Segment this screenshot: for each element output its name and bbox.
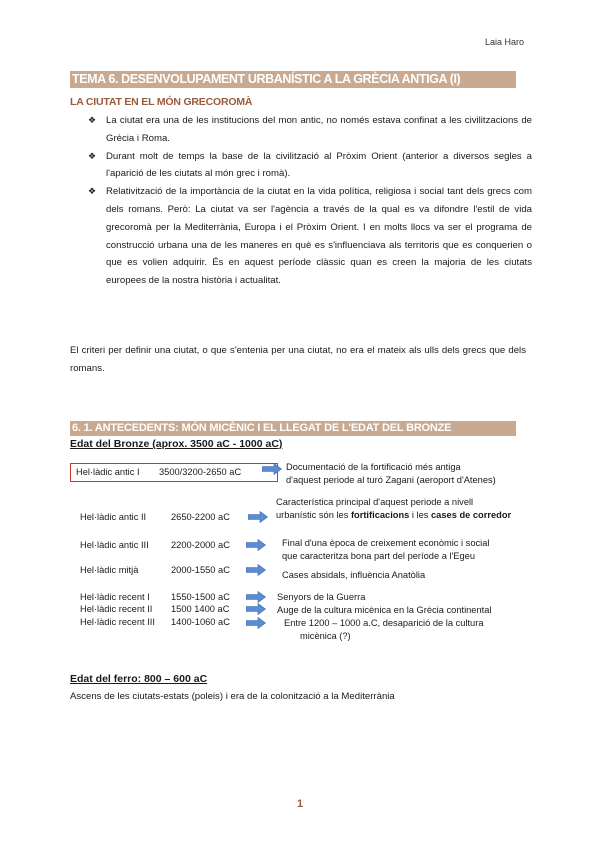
description-bold: fortificacions xyxy=(350,510,410,520)
period-dates: 3500/3200-2650 aC xyxy=(159,467,242,477)
period-dates: 1500 1400 aC xyxy=(171,604,230,614)
right-arrow-icon xyxy=(262,463,282,475)
description-text: urbanístic són les xyxy=(276,510,351,520)
right-arrow-icon xyxy=(246,539,266,551)
period-description xyxy=(282,537,489,563)
period-dates: 1400-1060 aC xyxy=(171,617,230,627)
period-dates: 2200-2000 aC xyxy=(171,540,230,550)
page-number: 1 xyxy=(296,798,304,810)
description-line: Senyors de la Guerra xyxy=(277,592,366,602)
period-description xyxy=(277,604,491,617)
description-bold: cases de corredor xyxy=(431,510,512,520)
period-label: Hel·làdic recent III xyxy=(80,617,155,627)
description-line: Documentació de la fortificació més antiga xyxy=(286,462,461,472)
iron-age-heading: Edat del ferro: 800 – 600 aC xyxy=(70,673,208,685)
period-description xyxy=(277,591,365,604)
diamond-bullet-icon: ❖ xyxy=(88,150,97,161)
period-description xyxy=(284,617,484,643)
right-arrow-icon xyxy=(246,564,266,576)
right-arrow-icon xyxy=(246,617,266,629)
period-description xyxy=(286,461,496,487)
period-label: Hel·làdic antic II xyxy=(80,512,147,522)
description-line: d'aquest periode al turó Zagani (aeroport d'Atenes) xyxy=(286,475,496,485)
bullet-list xyxy=(88,112,532,290)
period-description xyxy=(282,569,425,582)
list-item xyxy=(88,112,532,148)
period-description xyxy=(276,496,511,522)
right-arrow-icon xyxy=(246,591,266,603)
description-text: i les xyxy=(409,510,432,520)
description-line xyxy=(276,509,511,522)
bullet-text: Durant molt de temps la base de la civilització al Pròxim Orient (anterior a diversos segles a l'aparició de les ciutats al món grec i romà). xyxy=(106,150,532,180)
period-label: Hel·làdic recent I xyxy=(80,592,150,602)
iron-age-text: Ascens de les ciutats-estats (poleis) i era de la colonització a la Mediterrània xyxy=(70,691,395,702)
bullet-text: Relativització de la importància de la ciutat en la vida política, religiosa i social tant dels grecs com dels romans. Però: La ciutat va ser l'agència a través de la qual es va difondre l'estil de vida grecoromà per la Mediterrània, Europa i el Pròxim Orient. I en molts llocs va ser el programa de construcció urbana una de les maneres en què es s'influenciava als territoris que es conquerien o que es volien adquirir. És en aquest període clàssic quan es creen la majoria de les ciutats europees de la nostra història i actualitat. xyxy=(106,186,532,287)
period-dates: 2650-2200 aC xyxy=(171,512,230,522)
section-heading-6-1: 6. 1. ANTECEDENTS: MÓN MICÈNIC I EL LLEGAT DE L'EDAT DEL BRONZE xyxy=(70,421,516,436)
period-label: Hel·làdic antic III xyxy=(80,540,149,550)
diamond-bullet-icon: ❖ xyxy=(88,186,97,197)
section-subtitle: LA CIUTAT EN EL MÓN GRECOROMÀ xyxy=(70,96,253,108)
description-line: Entre 1200 – 1000 a.C, desaparició de la cultura xyxy=(284,618,484,628)
author-header: Laia Haro xyxy=(484,37,524,47)
chapter-title: TEMA 6. DESENVOLUPAMENT URBANÍSTIC A LA GRÈCIA ANTIGA (I) xyxy=(70,71,516,88)
right-arrow-icon xyxy=(246,603,266,615)
bronze-age-heading: Edat del Bronze (aprox. 3500 aC - 1000 aC) xyxy=(70,438,283,450)
description-line: Final d'una època de creixement econòmic i social xyxy=(282,538,490,548)
list-item xyxy=(88,148,532,184)
list-item xyxy=(88,183,532,290)
description-line: Auge de la cultura micènica en la Grècia continental xyxy=(277,605,492,615)
period-dates: 2000-1550 aC xyxy=(171,565,230,575)
description-line: Cases absidals, influència Anatòlia xyxy=(282,570,426,580)
right-arrow-icon xyxy=(248,511,268,523)
description-line: Característica principal d'aquest periode a nivell xyxy=(276,497,474,507)
period-label: Hel·làdic recent II xyxy=(80,604,153,614)
period-label: Hel·làdic antic I xyxy=(76,467,140,477)
period-label: Hel·làdic mitjà xyxy=(80,565,139,575)
description-line: que caracteritza bona part del període a l'Egeu xyxy=(282,551,476,561)
bullet-text: La ciutat era una de les institucions del mon antic, no només estava confinat a les civilitzacions de Grècia i Roma. xyxy=(106,115,532,144)
city-definition-paragraph: El criteri per definir una ciutat, o que s'entenia per una ciutat, no era el mateix als ulls dels grecs que dels romans. xyxy=(70,345,526,374)
period-dates: 1550-1500 aC xyxy=(171,592,230,602)
diamond-bullet-icon: ❖ xyxy=(88,115,97,125)
description-line: micènica (?) xyxy=(300,631,351,641)
